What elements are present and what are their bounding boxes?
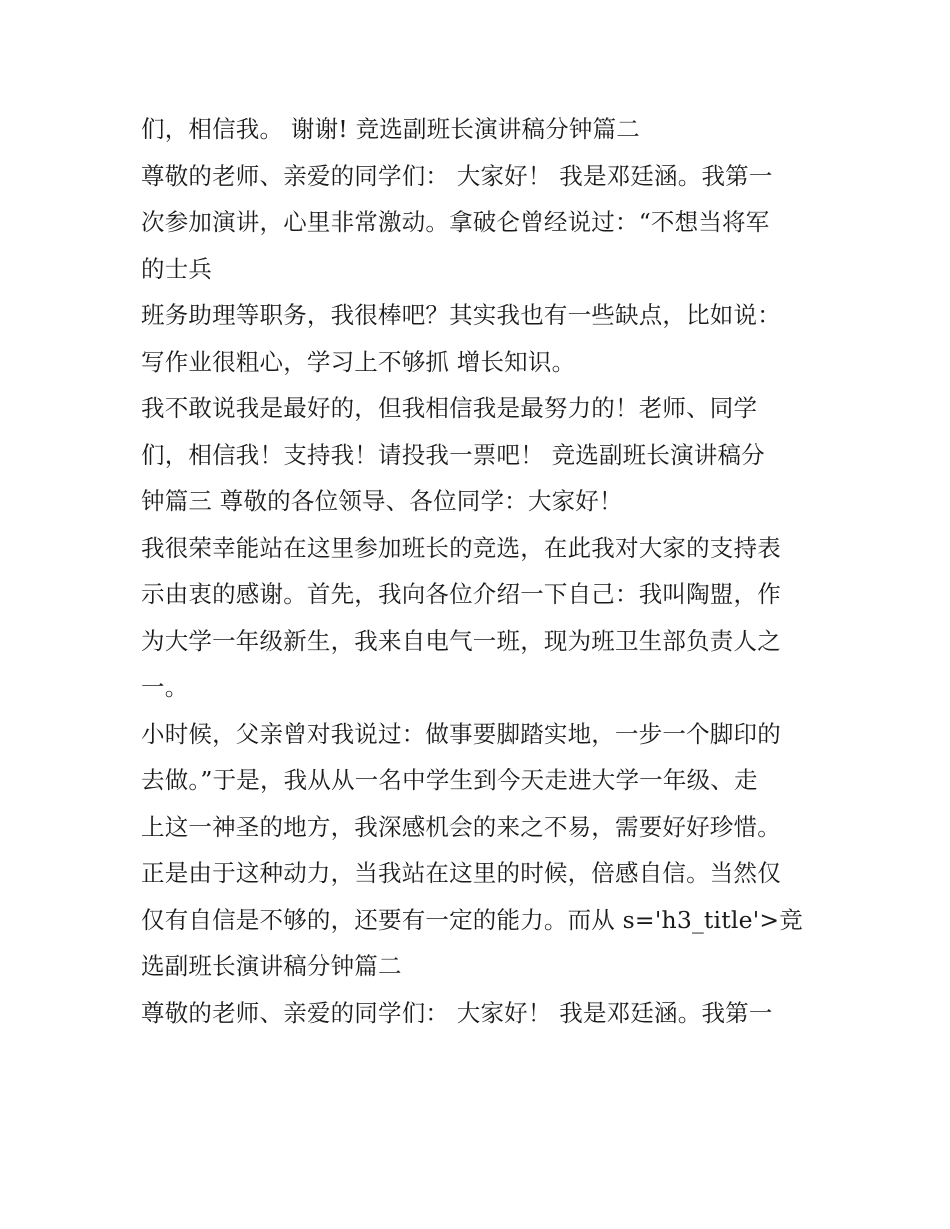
text-line: 尊敬的老师、亲爱的同学们： 大家好！ 我是邓廷涵。我第一 [141,161,773,190]
text-line: 一。 [141,673,189,701]
text-line: 们，相信我！支持我！请投我一票吧！ 竞选副班长演讲稿分 [141,440,765,469]
text-line: 钟篇三 尊敬的各位领导、各位同学：大家好！ [141,487,623,515]
text-line: 选副班长演讲稿分钟篇二 [141,952,402,980]
text-line: 我不敢说我是最好的，但我相信我是最努力的！老师、同学 [141,394,758,422]
text-line: 班务助理等职务，我很棒吧？其实我也有一些缺点，比如说： [141,301,781,329]
text-line: 去做。”于是，我从从一名中学生到今天走进大学一年级、走 [141,766,758,794]
text-line: 示由衷的感谢。首先，我向各位介绍一下自己：我叫陶盟，作 [141,580,781,608]
text-line: 小时候，父亲曾对我说过：做事要脚踏实地，一步一个脚印的 [141,719,781,748]
document-body [141,106,821,1036]
text-line: 我很荣幸能站在这里参加班长的竞选，在此我对大家的支持表 [141,533,781,562]
text-line: 上这一神圣的地方，我深感机会的来之不易，需要好好珍惜。 [141,812,781,841]
text-line: 仅有自信是不够的，还要有一定的能力。而从 s='h3_title'>竞 [141,905,803,934]
text-line: 写作业很粗心，学习上不够抓 增长知识。 [141,347,576,376]
text-line: 正是由于这种动力，当我站在这里的时候，倍感自信。当然仅 [141,859,781,887]
text-line: 的士兵 [141,254,213,283]
text-line: 尊敬的老师、亲爱的同学们： 大家好！ 我是邓廷涵。我第一 [141,998,773,1027]
text-line: 们，相信我。 谢谢! 竞选副班长演讲稿分钟篇二 [141,115,640,143]
text-line: 次参加演讲，心里非常激动。拿破仑曾经说过：“不想当将军 [141,208,770,236]
text-line: 为大学一年级新生，我来自电气一班，现为班卫生部负责人之 [141,626,781,655]
